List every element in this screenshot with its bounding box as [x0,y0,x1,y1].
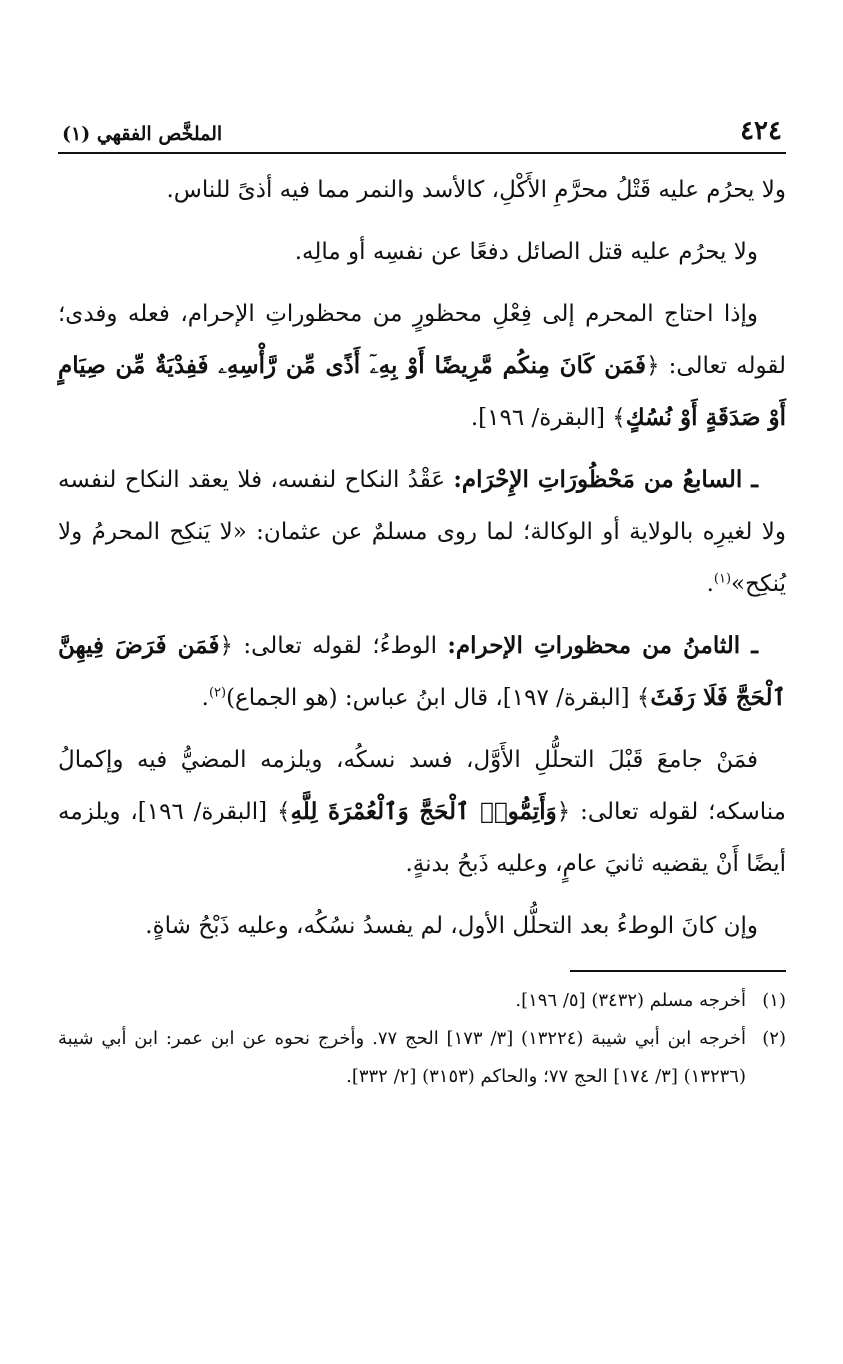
paragraph-eighth-prohibition [58,620,786,724]
paragraph-intercourse-after [58,900,786,952]
verse-open-bracket: ﴿ [556,799,571,825]
book-page [58,118,786,1096]
paragraph-text: ولا يحرُم عليه قتل الصائل دفعًا عن نفسِه أو مالِه. [294,239,758,265]
paragraph-text: وإن كانَ الوطءُ بعد التحلُّل الأول، لم يفسدُ نسُكُه، وعليه ذَبْحُ شاةٍ. [145,913,758,939]
footnotes [58,982,786,1096]
paragraph-self-defense [58,226,786,278]
paragraph-text: فمَنْ جامعَ قَبْلَ التحلُّلِ الأَوَّل، فسد نسكُه، ويلزمه المضيُّ فيه وإكمالُ مناسكه؛ لقوله تعالى: [58,747,786,825]
paragraph-text: عَقْدُ النكاح لنفسه، فلا يعقد النكاح لنفسه ولا لغيرِه بالولاية أو الوكالة؛ لما روى مسلمٌ عن عثمان: «لا يَنكِح المحرمُ ولا يُنكِح» [58,467,786,597]
paragraph-end: . [201,685,209,711]
paragraph-intercourse-before [58,734,786,890]
footnote-reference: (١) [713,571,732,587]
paragraph-fidya [58,288,786,444]
verse-close-bracket: ﴾ [636,685,651,711]
quran-verse: وَأَتِمُّوا۟ ٱلْحَجَّ وَٱلْعُمْرَةَ لِلَّهِ [290,798,557,825]
verse-reference: [البقرة/ ١٩٦]. [470,405,613,431]
verse-close-bracket: ﴾ [612,405,626,431]
running-head [58,118,786,154]
verse-reference: [البقرة/ ١٩٧]، قال ابنُ عباس: (هو الجماع) [226,685,637,711]
footnote-number: (٢) [762,1028,786,1049]
paragraph-text: ولا يحرُم عليه قَتْلُ محرَّمِ الأَكْلِ، كالأسد والنمر مما فيه أذىً للناس. [166,177,786,203]
paragraph-beasts-of-prey [58,164,786,216]
page-number: ٤٢٤ [740,116,782,146]
paragraph-seventh-prohibition [58,454,786,610]
paragraph-text: وإذا احتاج المحرم إلى فِعْلِ محظورٍ من محظوراتِ الإحرام، فعله وفدى؛ لقوله تعالى: [58,301,786,379]
footnote-reference: (٢) [208,685,227,701]
footnote-1 [58,982,786,1020]
paragraph-text-continued: [البقرة/ ١٩٦]، ويلزمه أيضًا أَنْ يقضيه ثانيَ عامٍ، وعليه ذَبحُ بدنةٍ. [58,799,786,877]
section-heading: ـ الثامنُ من محظوراتِ الإحرام: [447,632,759,659]
paragraph-end: . [706,571,714,597]
book-title: الملخَّص الفقهي (١) [62,123,223,145]
footnote-text: أخرجه ابن أبي شيبة (١٣٢٢٤) [٣/ ١٧٣] الحج ٧٧. وأخرج نحوه عن ابن عمر: ابن أبي شيبة (١٣٢٣٦) [٣/ ١٧٤] الحج ٧٧؛ والحاكم (٣١٥٣) [٢/ ٣٣٢]. [58,1028,746,1087]
verse-close-bracket: ﴾ [276,799,291,825]
footnote-2 [58,1020,786,1096]
section-heading: ـ السابعُ من مَحْظُورَاتِ الإِحْرَام: [453,466,759,493]
quran-verse: فَمَن كَانَ مِنكُم مَّرِيضًا أَوْ بِهِۦٓ أَذًى مِّن رَّأْسِهِۦ فَفِدْيَةٌ مِّن صِيَامٍ أَوْ صَدَقَةٍ أَوْ نُسُكٍ [58,352,786,431]
footnote-number: (١) [762,990,786,1011]
main-text [58,164,786,952]
paragraph-text: الوطءُ؛ لقوله تعالى: [232,633,448,659]
footnote-text: أخرجه مسلم (٣٤٣٢) [٥/ ١٩٦]. [515,990,746,1011]
footnote-divider [570,970,786,972]
quran-verse: فَمَن فَرَضَ فِيهِنَّ ٱلْحَجَّ فَلَا رَفَثَ [58,632,786,711]
verse-open-bracket: ﴿ [646,353,660,379]
verse-open-bracket: ﴿ [219,633,233,659]
